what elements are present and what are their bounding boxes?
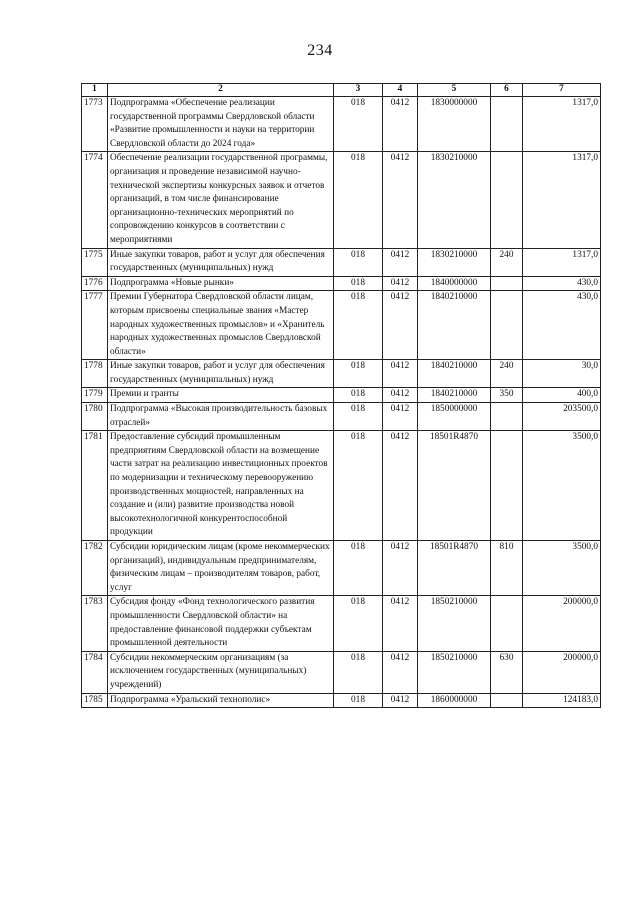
row-name: Обеспечение реализации государственной программы, организация и проведение независимой научно-технической экспертизы конкурсных заявок и отчетов организаций, в том числе финансирование организационно-технических мероприятий по сопровождению конкурсов в соответствии с мероприятиями xyxy=(108,152,334,248)
amount: 200000,0 xyxy=(523,596,601,651)
amount: 430,0 xyxy=(523,276,601,291)
section-code: 0412 xyxy=(383,388,418,403)
header-cell: 5 xyxy=(418,84,491,97)
expense-code xyxy=(491,276,523,291)
ministry-code: 018 xyxy=(334,541,383,596)
expense-code: 630 xyxy=(491,651,523,693)
table-row xyxy=(82,431,601,541)
target-code: 1830210000 xyxy=(418,152,491,248)
row-name: Иные закупки товаров, работ и услуг для обеспечения государственных (муниципальных) нужд xyxy=(108,360,334,388)
expense-code xyxy=(491,693,523,708)
row-number: 1785 xyxy=(82,693,108,708)
row-number: 1774 xyxy=(82,152,108,248)
amount: 1317,0 xyxy=(523,152,601,248)
section-code: 0412 xyxy=(383,291,418,360)
ministry-code: 018 xyxy=(334,276,383,291)
row-name: Подпрограмма «Обеспечение реализации государственной программы Свердловской области «Развитие промышленности и науки на территории Свердловской области до 2024 года» xyxy=(108,97,334,152)
section-code: 0412 xyxy=(383,596,418,651)
row-name: Премии и гранты xyxy=(108,388,334,403)
section-code: 0412 xyxy=(383,152,418,248)
target-code: 1850210000 xyxy=(418,651,491,693)
expense-code xyxy=(491,97,523,152)
ministry-code: 018 xyxy=(334,360,383,388)
target-code: 1840210000 xyxy=(418,388,491,403)
table-row xyxy=(82,248,601,276)
table-row xyxy=(82,388,601,403)
ministry-code: 018 xyxy=(334,388,383,403)
ministry-code: 018 xyxy=(334,248,383,276)
target-code: 1830210000 xyxy=(418,248,491,276)
ministry-code: 018 xyxy=(334,152,383,248)
ministry-code: 018 xyxy=(334,403,383,431)
target-code: 1840210000 xyxy=(418,360,491,388)
table-row xyxy=(82,276,601,291)
section-code: 0412 xyxy=(383,693,418,708)
target-code: 1860000000 xyxy=(418,693,491,708)
row-name: Подпрограмма «Новые рынки» xyxy=(108,276,334,291)
amount: 430,0 xyxy=(523,291,601,360)
section-code: 0412 xyxy=(383,431,418,541)
table-row xyxy=(82,693,601,708)
header-cell: 2 xyxy=(108,84,334,97)
expense-code xyxy=(491,431,523,541)
expense-code: 810 xyxy=(491,541,523,596)
expense-code: 350 xyxy=(491,388,523,403)
row-number: 1783 xyxy=(82,596,108,651)
ministry-code: 018 xyxy=(334,596,383,651)
row-name: Субсидия фонду «Фонд технологического развития промышленности Свердловской области» на предоставление финансовой поддержки субъектам промышленной деятельности xyxy=(108,596,334,651)
target-code: 1840000000 xyxy=(418,276,491,291)
ministry-code: 018 xyxy=(334,431,383,541)
ministry-code: 018 xyxy=(334,291,383,360)
row-number: 1773 xyxy=(82,97,108,152)
amount: 200000,0 xyxy=(523,651,601,693)
row-number: 1776 xyxy=(82,276,108,291)
header-cell: 3 xyxy=(334,84,383,97)
target-code: 18501R4870 xyxy=(418,541,491,596)
ministry-code: 018 xyxy=(334,97,383,152)
row-number: 1775 xyxy=(82,248,108,276)
page-number: 234 xyxy=(307,42,333,59)
section-code: 0412 xyxy=(383,403,418,431)
row-number: 1780 xyxy=(82,403,108,431)
target-code: 18501R4870 xyxy=(418,431,491,541)
row-name: Субсидии некоммерческим организациям (за исключением государственных (муниципальных) учреждений) xyxy=(108,651,334,693)
target-code: 1840210000 xyxy=(418,291,491,360)
expense-code xyxy=(491,152,523,248)
row-number: 1777 xyxy=(82,291,108,360)
expense-code: 240 xyxy=(491,360,523,388)
table-row xyxy=(82,360,601,388)
row-number: 1782 xyxy=(82,541,108,596)
header-cell: 7 xyxy=(523,84,601,97)
header-row xyxy=(82,84,601,97)
row-number: 1779 xyxy=(82,388,108,403)
section-code: 0412 xyxy=(383,541,418,596)
expense-code: 240 xyxy=(491,248,523,276)
row-name: Подпрограмма «Высокая производительность базовых отраслей» xyxy=(108,403,334,431)
amount: 1317,0 xyxy=(523,97,601,152)
row-name: Предоставление субсидий промышленным предприятиям Свердловской области на возмещение части затрат на реализацию инвестиционных проектов по модернизации и техническому перевооружению производственных мощностей, направленных на создание и (или) развитие производства новой высокотехнологичной конкурентоспособной продукции xyxy=(108,431,334,541)
section-code: 0412 xyxy=(383,276,418,291)
amount: 400,0 xyxy=(523,388,601,403)
table-row xyxy=(82,152,601,248)
table-row xyxy=(82,541,601,596)
row-name: Премии Губернатора Свердловской области лицам, которым присвоены специальные звания «Мастер народных художественных промыслов» и «Хранитель народных художественных промыслов Свердловской области» xyxy=(108,291,334,360)
amount: 3500,0 xyxy=(523,431,601,541)
expense-code xyxy=(491,403,523,431)
target-code: 1830000000 xyxy=(418,97,491,152)
section-code: 0412 xyxy=(383,360,418,388)
table-row xyxy=(82,651,601,693)
row-number: 1784 xyxy=(82,651,108,693)
expense-code xyxy=(491,596,523,651)
amount: 1317,0 xyxy=(523,248,601,276)
section-code: 0412 xyxy=(383,651,418,693)
table-row xyxy=(82,97,601,152)
amount: 30,0 xyxy=(523,360,601,388)
table-row xyxy=(82,291,601,360)
expense-code xyxy=(491,291,523,360)
section-code: 0412 xyxy=(383,97,418,152)
amount: 124183,0 xyxy=(523,693,601,708)
section-code: 0412 xyxy=(383,248,418,276)
target-code: 1850000000 xyxy=(418,403,491,431)
table-row xyxy=(82,596,601,651)
row-name: Подпрограмма «Уральский технополис» xyxy=(108,693,334,708)
row-name: Субсидии юридическим лицам (кроме некоммерческих организаций), индивидуальным предпринимателям, физическим лицам – производителям товаров, работ, услуг xyxy=(108,541,334,596)
amount: 203500,0 xyxy=(523,403,601,431)
budget-table xyxy=(81,83,601,708)
header-cell: 6 xyxy=(491,84,523,97)
table-row xyxy=(82,403,601,431)
row-number: 1781 xyxy=(82,431,108,541)
header-cell: 1 xyxy=(82,84,108,97)
target-code: 1850210000 xyxy=(418,596,491,651)
row-number: 1778 xyxy=(82,360,108,388)
ministry-code: 018 xyxy=(334,651,383,693)
header-cell: 4 xyxy=(383,84,418,97)
row-name: Иные закупки товаров, работ и услуг для обеспечения государственных (муниципальных) нужд xyxy=(108,248,334,276)
amount: 3500,0 xyxy=(523,541,601,596)
ministry-code: 018 xyxy=(334,693,383,708)
